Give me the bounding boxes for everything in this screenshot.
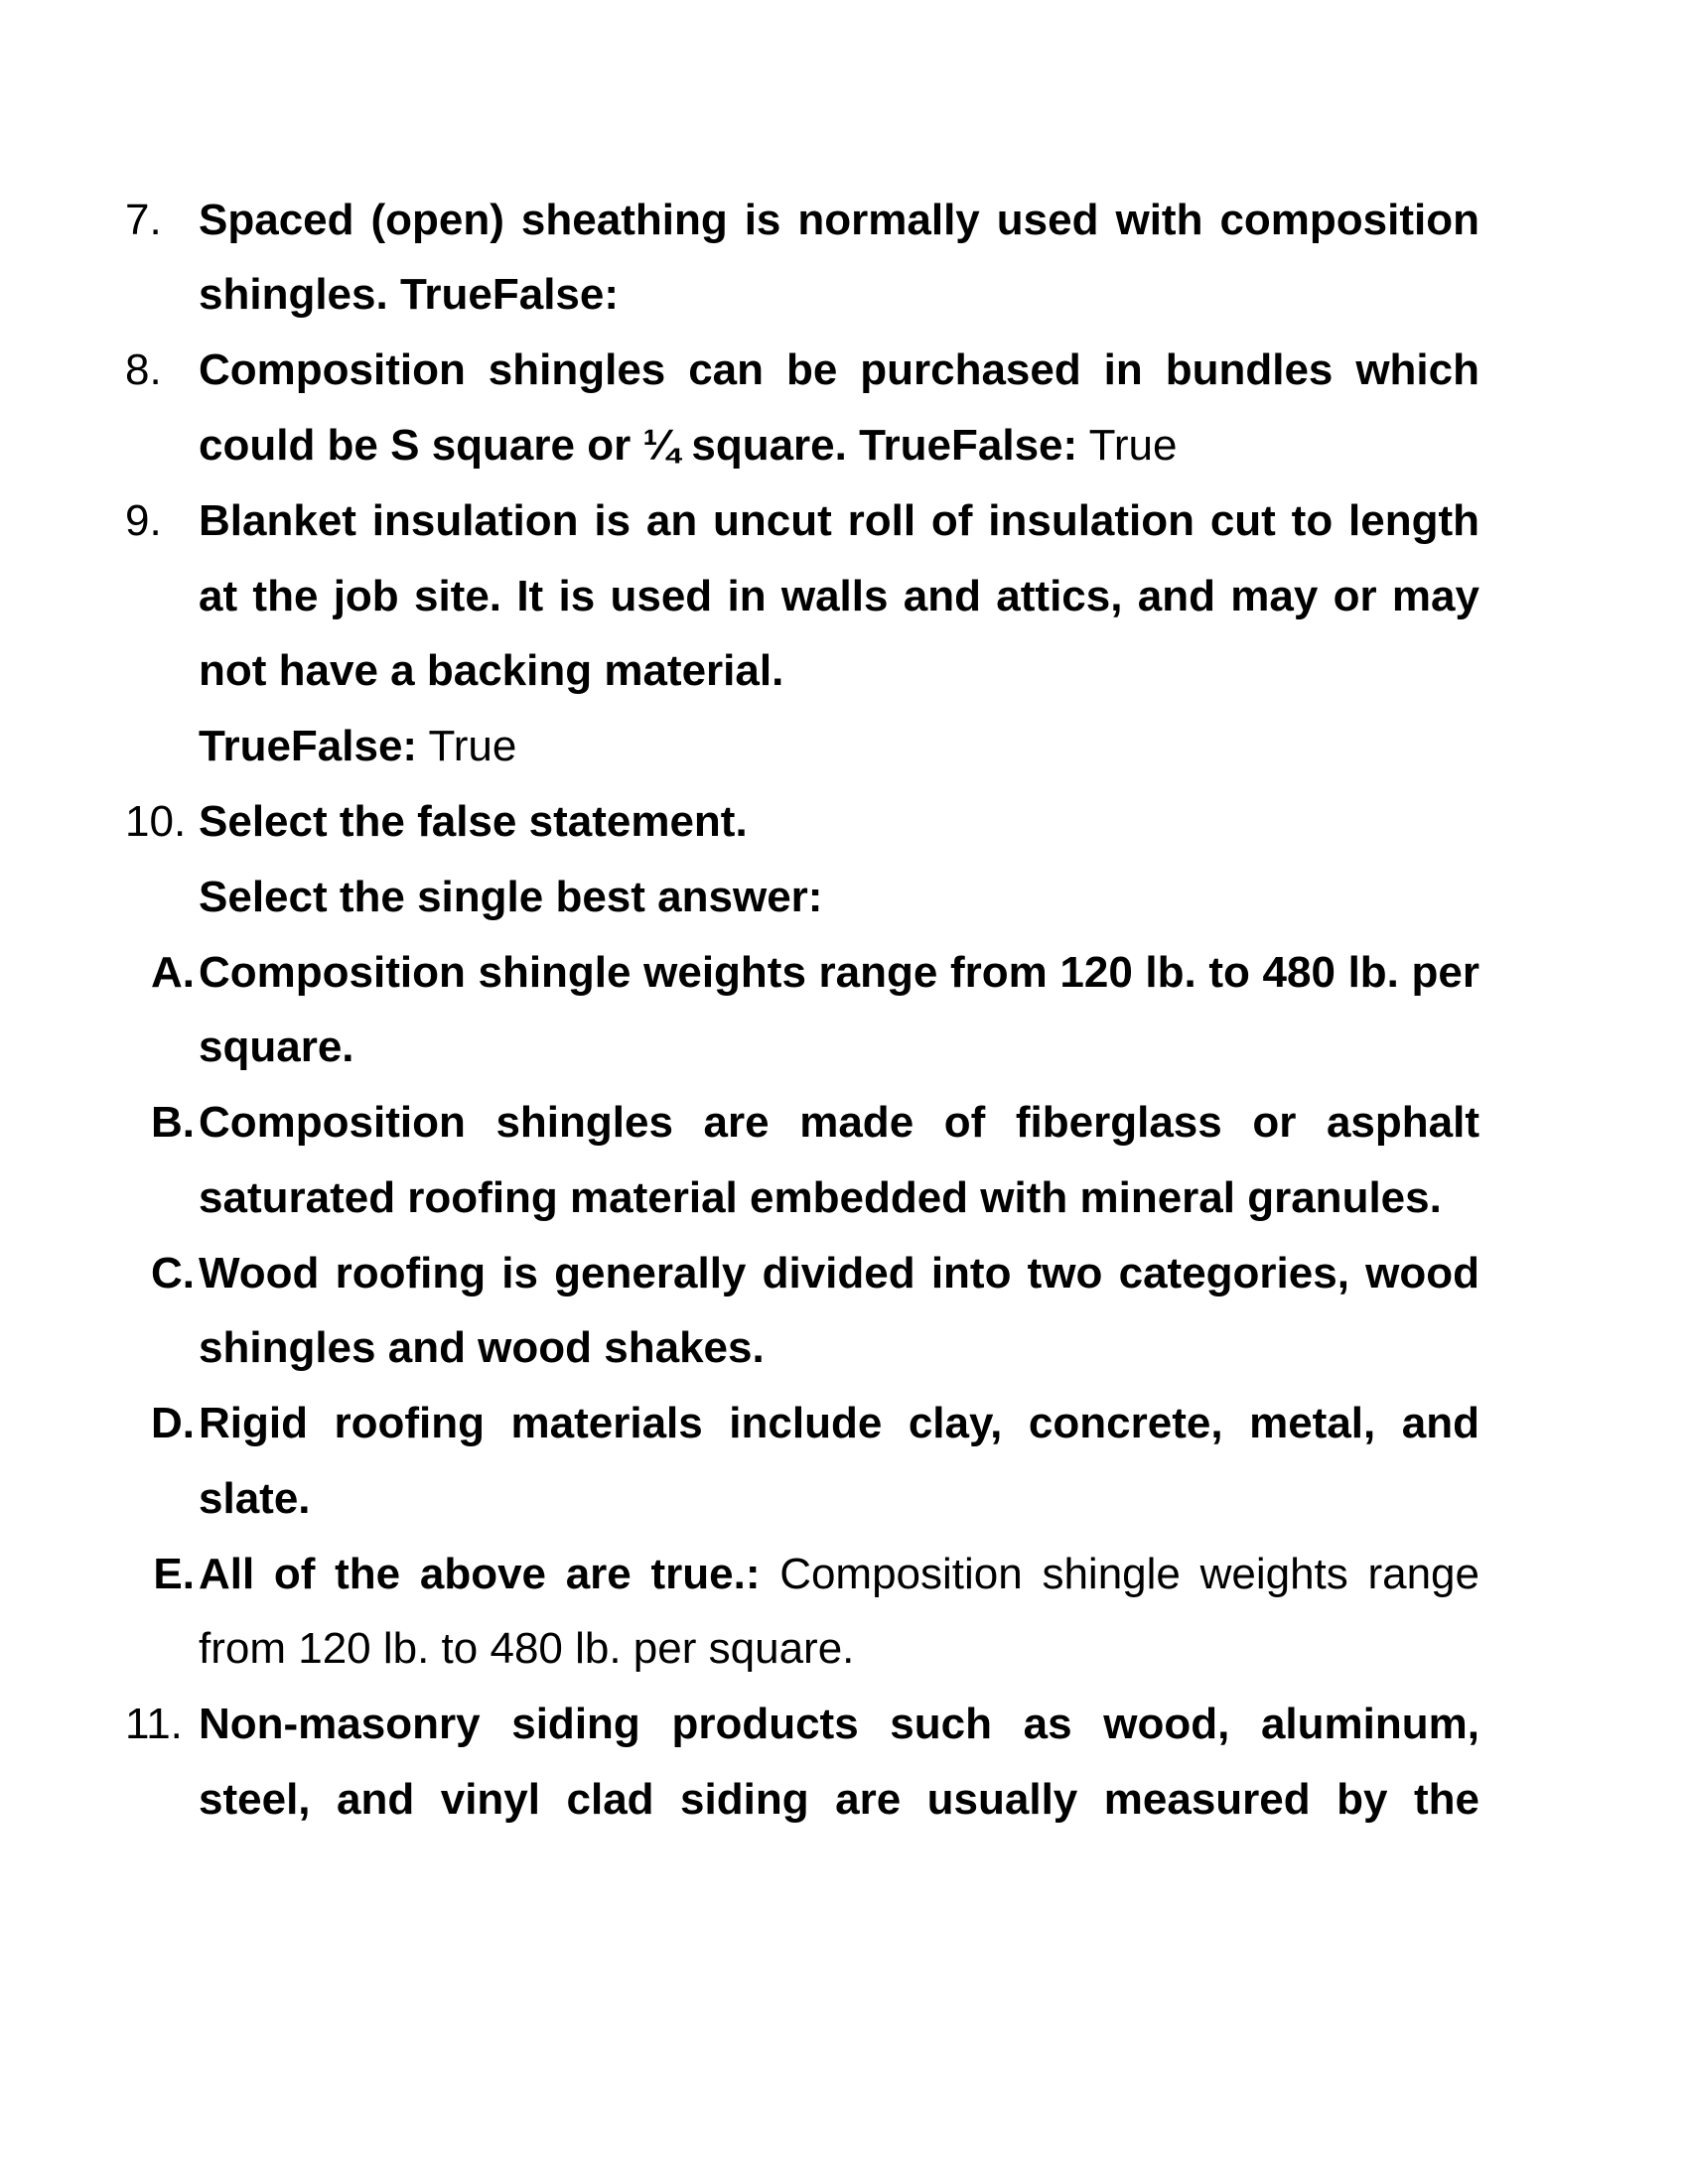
question-8-text-bold: could be S square or ¼ square. TrueFalse: [199, 421, 1078, 470]
question-8-text-line-2 [199, 421, 1479, 471]
option-d-text-line-2: slate. [199, 1474, 311, 1523]
option-a-text-line-1: Composition shingle weights range from 120 lb. to 480 lb. per [199, 948, 1479, 997]
option-e-letter: E. [153, 1550, 195, 1598]
question-9-label: TrueFalse: [199, 722, 418, 770]
question-9-answer: True [428, 722, 517, 770]
question-9-text-line-1: Blanket insulation is an uncut roll of insulation cut to length [199, 496, 1479, 545]
question-9-text-line-3: not have a backing material. [199, 646, 784, 695]
question-10-instruction: Select the single best answer: [199, 873, 823, 921]
question-9-answer-line [199, 722, 1479, 771]
question-11-number: 11. [125, 1700, 183, 1748]
option-e-answer-part-1: Composition shingle weights range [779, 1550, 1479, 1598]
question-8-number: 8. [125, 345, 162, 394]
question-8-answer: True [1088, 421, 1178, 470]
option-d-text-line-1: Rigid roofing materials include clay, concrete, metal, and [199, 1399, 1479, 1447]
option-e-answer-part-2: from 120 lb. to 480 lb. per square. [199, 1624, 855, 1673]
question-9-number: 9. [125, 496, 162, 545]
question-10-number: 10. [125, 797, 187, 846]
option-c-text-line-1: Wood roofing is generally divided into two categories, wood [199, 1249, 1479, 1297]
option-b-text-line-1: Composition shingles are made of fiberglass or asphalt [199, 1098, 1479, 1147]
question-7-text-line-2: shingles. TrueFalse: [199, 270, 620, 319]
question-7-text-line-1: Spaced (open) sheathing is normally used with composition [199, 196, 1479, 244]
option-c-letter: C. [151, 1249, 195, 1297]
question-8-text-line-1: Composition shingles can be purchased in bundles which [199, 345, 1479, 394]
option-a-text-line-2: square. [199, 1023, 354, 1071]
option-e-text-line-1 [199, 1550, 1479, 1599]
question-9-text-line-2: at the job site. It is used in walls and attics, and may or may [199, 572, 1479, 620]
question-11-text-line-1: Non-masonry siding products such as wood, aluminum, [199, 1700, 1479, 1748]
option-a-letter: A. [151, 948, 195, 997]
option-c-text-line-2: shingles and wood shakes. [199, 1323, 765, 1372]
option-d-letter: D. [151, 1399, 195, 1447]
question-7-number: 7. [125, 196, 162, 244]
option-b-text-line-2: saturated roofing material embedded with mineral granules. [199, 1173, 1442, 1222]
option-e-label: All of the above are true.: [199, 1550, 761, 1598]
question-11-text-line-2: steel, and vinyl clad siding are usually measured by the [199, 1775, 1479, 1824]
question-10-prompt: Select the false statement. [199, 797, 748, 846]
option-b-letter: B. [151, 1098, 195, 1147]
